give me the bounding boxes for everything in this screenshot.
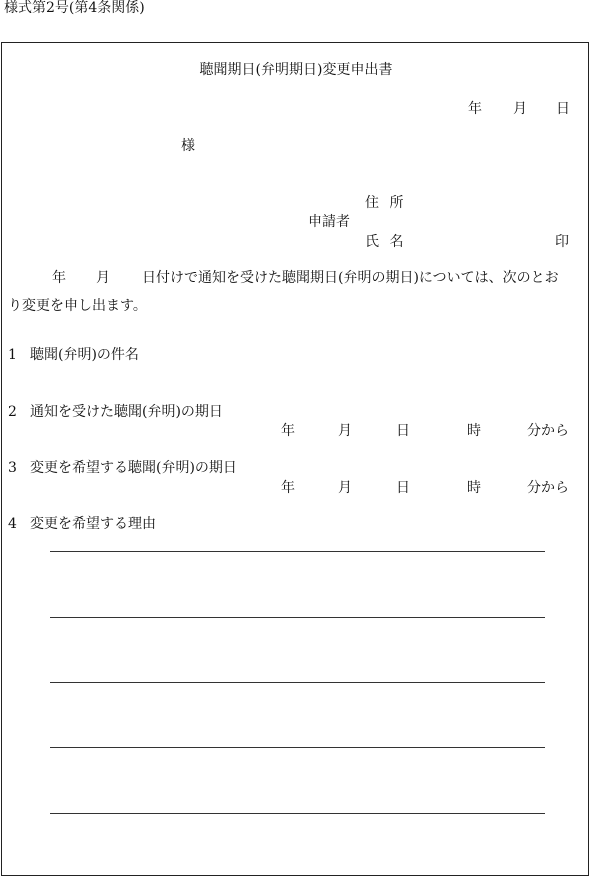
item-label: 聴聞(弁明)の件名 [30, 347, 139, 363]
body-line-2: り変更を申し出ます。 [8, 298, 147, 314]
date-year-label: 年 [468, 101, 482, 117]
day-label: 日 [396, 423, 410, 439]
item-number: 1 [8, 347, 17, 363]
item-label: 通知を受けた聴聞(弁明)の期日 [30, 404, 223, 420]
name-label: 氏 名 [365, 234, 407, 250]
month-label: 月 [338, 423, 352, 439]
item-label: 変更を希望する聴聞(弁明)の期日 [30, 460, 237, 476]
reason-line [50, 617, 545, 618]
body-month-label: 月 [96, 270, 110, 286]
seal-label: 印 [555, 234, 569, 250]
date-month-label: 月 [513, 101, 527, 117]
date-day-label: 日 [556, 101, 570, 117]
reason-line [50, 551, 545, 552]
minute-from-label: 分から [527, 480, 569, 496]
document-title: 聴聞期日(弁明期日)変更申出書 [199, 62, 393, 78]
reason-line [50, 813, 545, 814]
hour-label: 時 [467, 480, 481, 496]
item-number: 3 [8, 460, 17, 476]
hour-label: 時 [467, 423, 481, 439]
minute-from-label: 分から [527, 423, 569, 439]
day-label: 日 [396, 480, 410, 496]
item-label: 変更を希望する理由 [30, 516, 156, 532]
form-frame [1, 42, 589, 876]
body-line-1: 日付けで通知を受けた聴聞期日(弁明の期日)については、次のとお [142, 270, 559, 286]
form-number: 様式第2号(第4条関係) [4, 0, 145, 16]
applicant-label: 申請者 [308, 214, 350, 230]
item-number: 2 [8, 404, 17, 420]
reason-line [50, 682, 545, 683]
body-year-label: 年 [52, 270, 66, 286]
year-label: 年 [281, 423, 295, 439]
addressee-suffix: 様 [181, 138, 195, 154]
month-label: 月 [338, 480, 352, 496]
year-label: 年 [281, 480, 295, 496]
reason-line [50, 747, 545, 748]
address-label: 住 所 [365, 195, 407, 211]
item-number: 4 [8, 516, 17, 532]
